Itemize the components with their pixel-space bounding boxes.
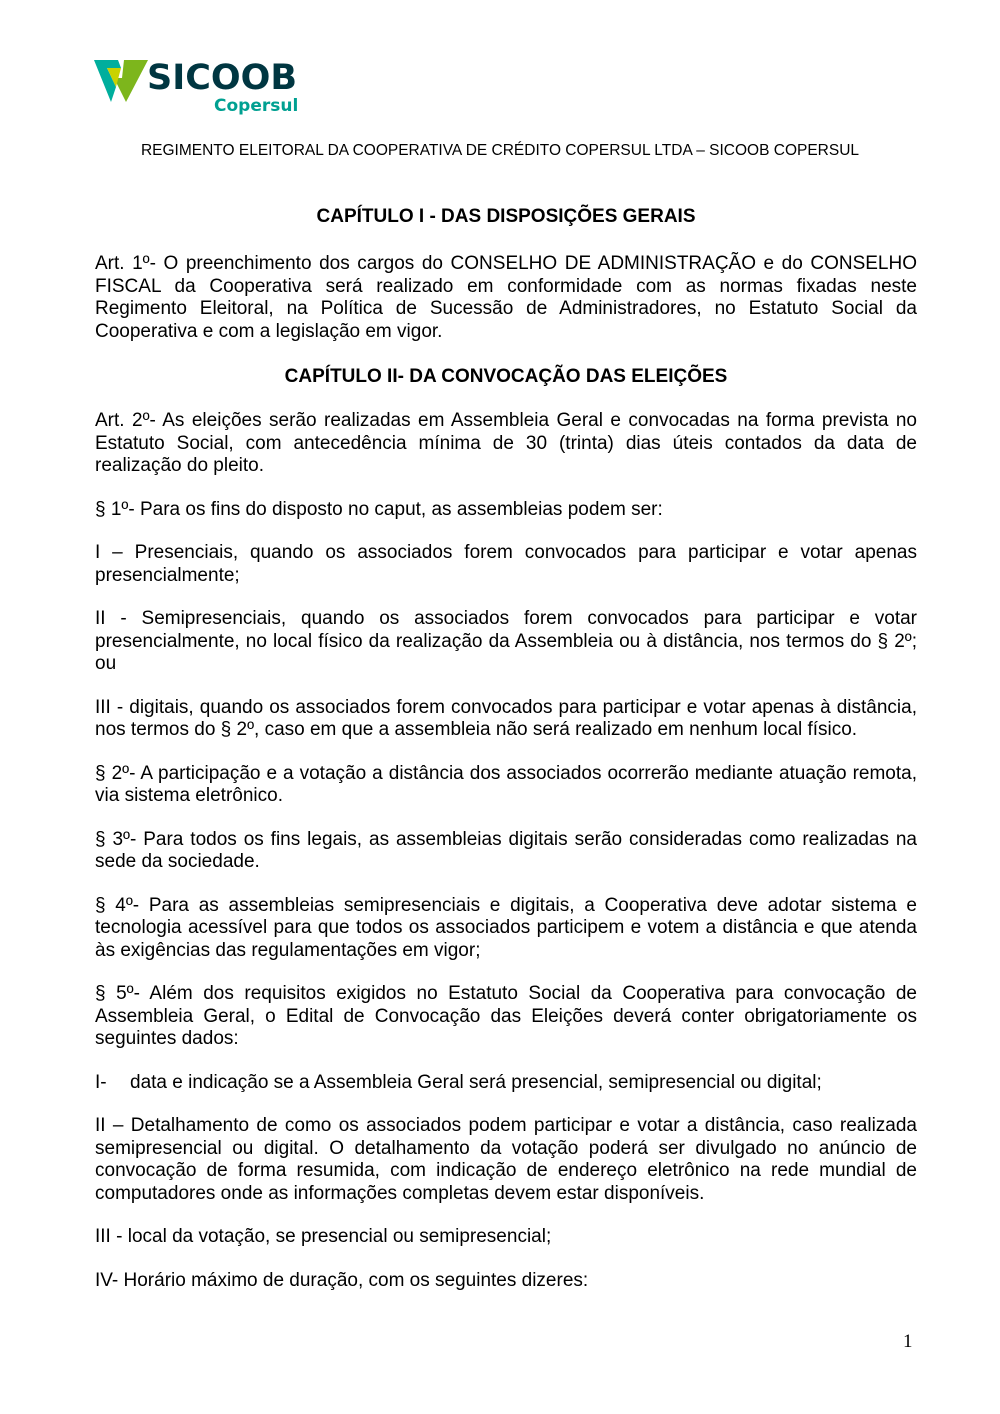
- list-item-i: [95, 1072, 917, 1095]
- list-item-iii: III - local da votação, se presencial ou semipresencial;: [95, 1226, 552, 1247]
- page-number: 1: [903, 1331, 913, 1352]
- paragraph-4: § 4º- Para as assembleias semipresenciais e digitais, a Cooperativa deve adotar sistema e tecnologia acessível para que todos os associados participem e votem a distância e que atenda às exigências das regulamentações em vigor;: [95, 894, 917, 961]
- logo-brand: SICOOB: [147, 58, 298, 98]
- list-item-ii: II – Detalhamento de como os associados podem participar e votar a distância, caso realizada semipresencial ou digital. O detalhamento da votação poderá ser divulgado no anúncio de convocação de forma resumida, com indicação de endereço eletrônico na rede mundial de computadores onde as informações completas devem estar disponíveis.: [95, 1115, 917, 1204]
- chapter-2-title: CAPÍTULO II- DA CONVOCAÇÃO DAS ELEIÇÕES: [284, 366, 728, 387]
- paragraph-3: § 3º- Para todos os fins legais, as assembleias digitais serão consideradas como realizadas na sede da sociedade.: [95, 828, 917, 872]
- logo-subtitle: Copersul: [214, 96, 299, 116]
- article-1: Art. 1º- O preenchimento dos cargos do CONSELHO DE ADMINISTRAÇÃO e do CONSELHO FISCAL da Cooperativa será realizado em conformidade com as normas fixadas neste Regimento Eleitoral, na Política de Sucessão de Administradores, no Estatuto Social da Cooperativa e com a legislação em vigor.: [95, 253, 917, 342]
- list-item-iv: IV- Horário máximo de duração, com os seguintes dizeres:: [95, 1269, 589, 1291]
- sicoob-logo: [94, 58, 309, 120]
- chapter-1-title: CAPÍTULO I - DAS DISPOSIÇÕES GERAIS: [316, 206, 696, 227]
- article-2: Art. 2º- As eleições serão realizadas em Assembleia Geral e convocadas na forma prevista no Estatuto Social, com antecedência mínima de 30 (trinta) dias úteis contados da data de realização do pleito.: [95, 410, 917, 476]
- item-ii-semipresenciais: II - Semipresenciais, quando os associados forem convocados para participar e votar presencialmente, no local físico da realização da Assembleia ou à distância, nos termos do § 2º; ou: [95, 608, 917, 674]
- list-item-i-text: data e indicação se a Assembleia Geral será presencial, semipresencial ou digital;: [130, 1071, 822, 1093]
- document-body: [95, 205, 917, 1292]
- item-iii-digitais: III - digitais, quando os associados forem convocados para participar e votar apenas à distância, nos termos do § 2º, caso em que a assembleia não será realizado em nenhum local físico.: [95, 696, 917, 740]
- sicoob-logo-icon: [94, 60, 148, 104]
- paragraph-2: § 2º- A participação e a votação a distância dos associados ocorrerão mediante atuação remota, via sistema eletrônico.: [95, 762, 917, 806]
- paragraph-1: § 1º- Para os fins do disposto no caput, as assembleias podem ser:: [95, 498, 663, 520]
- item-i-presenciais: I – Presenciais, quando os associados forem convocados para participar e votar apenas presencialmente;: [95, 542, 917, 586]
- paragraph-5: § 5º- Além dos requisitos exigidos no Estatuto Social da Cooperativa para convocação de Assembleia Geral, o Edital de Convocação das Eleições deverá conter obrigatoriamente os seguintes dados:: [95, 983, 917, 1049]
- document-header: REGIMENTO ELEITORAL DA COOPERATIVA DE CRÉDITO COPERSUL LTDA – SICOOB COPERSUL: [140, 142, 860, 159]
- list-item-i-number: I-: [95, 1071, 107, 1093]
